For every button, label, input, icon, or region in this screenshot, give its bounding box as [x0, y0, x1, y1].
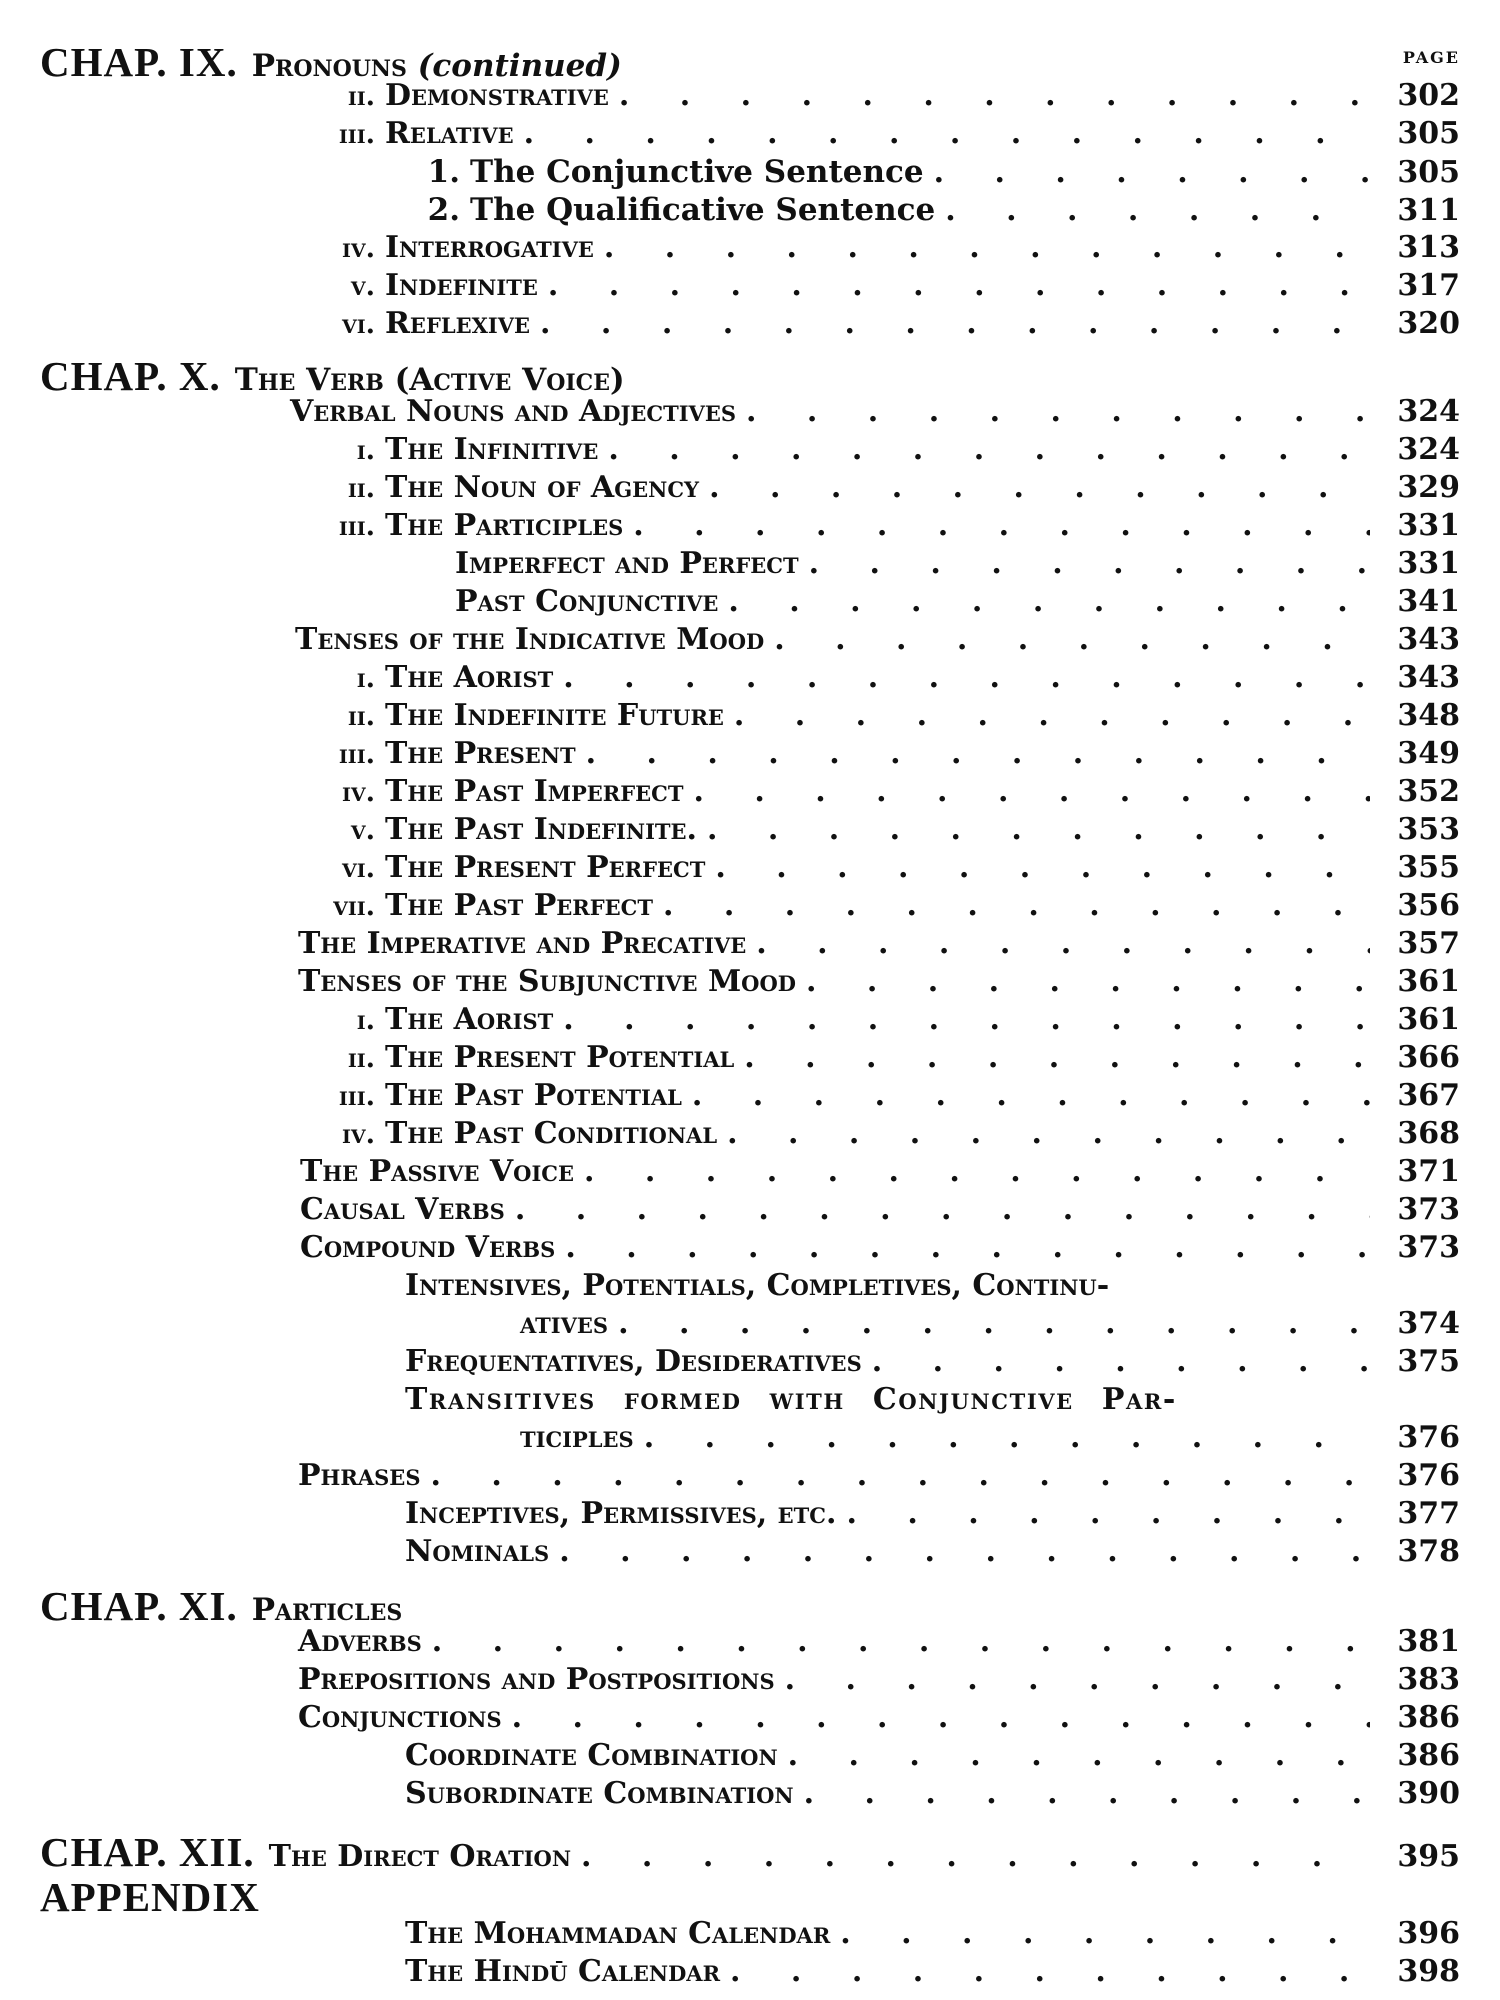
- toc-entry: Conjunctions . . . 386: [0, 1700, 1460, 1738]
- toc-entry: ii. Demonstrative . . . 302: [0, 78, 1460, 116]
- toc-entry: Causal Verbs . . . 373: [0, 1192, 1460, 1230]
- toc-entry: iv. The Past Conditional . . . 368: [0, 1116, 1460, 1154]
- toc-entry: iii. The Participles . . . 331: [0, 508, 1460, 546]
- chapter-title: Pronouns (continued): [251, 48, 622, 84]
- toc-entry: Tenses of the Subjunctive Mood . . . 361: [0, 964, 1460, 1002]
- toc-entry: ticiples . . . 376: [0, 1420, 1460, 1458]
- chapter-title: The Direct Oration: [268, 1839, 572, 1874]
- chapter-11-heading: [40, 1582, 402, 1630]
- toc-entry: iv. The Past Imperfect . . . 352: [0, 774, 1460, 812]
- toc-entry: iv. Interrogative . . . 313: [0, 230, 1460, 268]
- toc-entry: Tenses of the Indicative Mood . . . 343: [0, 622, 1460, 660]
- toc-entry: iii. Relative . . . 305: [0, 116, 1460, 154]
- toc-entry: Prepositions and Postpositions . . . 383: [0, 1662, 1460, 1700]
- chapter-title-note: (continued): [417, 48, 622, 84]
- toc-entry: The Mohammadan Calendar . . . 396: [0, 1916, 1460, 1954]
- chapter-title: Particles: [251, 1592, 403, 1628]
- toc-entry: v. The Past Indefinite. . . . 353: [0, 812, 1460, 850]
- toc-entry: Adverbs . . . 381: [0, 1624, 1460, 1662]
- toc-entry: atives . . . 374: [0, 1306, 1460, 1344]
- chapter-number: CHAP. XI.: [40, 1583, 238, 1629]
- toc-entry: i. The Infinitive . . . 324: [0, 432, 1460, 470]
- page-column-label: PAGE: [1402, 48, 1460, 67]
- toc-entry: Transitives formed with Conjunctive Par-: [405, 1382, 1177, 1417]
- toc-entry: Past Conjunctive . . . 341: [0, 584, 1460, 622]
- chapter-number: CHAP. IX.: [40, 39, 238, 85]
- toc-entry: v. Indefinite . . . 317: [0, 268, 1460, 306]
- chapter-title: The Verb (Active Voice): [234, 362, 625, 398]
- toc-entry: ii. The Noun of Agency . . . 329: [0, 470, 1460, 508]
- toc-entry: vi. Reflexive . . . 320: [0, 306, 1460, 344]
- toc-entry: Inceptives, Permissives, etc. . . . 377: [0, 1496, 1460, 1534]
- toc-entry: i. The Aorist . . . 361: [0, 1002, 1460, 1040]
- toc-entry: i. The Aorist . . . 343: [0, 660, 1460, 698]
- chapter-number: CHAP. XII.: [40, 1829, 255, 1875]
- toc-entry: 2. The Qualificative Sentence . . . 311: [0, 192, 1460, 230]
- toc-entry: 1. The Conjunctive Sentence . . . 305: [0, 154, 1460, 192]
- toc-entry: The Imperative and Precative . . . 357: [0, 926, 1460, 964]
- toc-entry: The Passive Voice . . . 371: [0, 1154, 1460, 1192]
- toc-entry: Frequentatives, Desideratives . . . 375: [0, 1344, 1460, 1382]
- toc-entry: The Hindū Calendar . . . 398: [0, 1954, 1460, 1992]
- toc-entry: iii. The Past Potential . . . 367: [0, 1078, 1460, 1116]
- chapter-12-heading: CHAP. XII. The Direct Oration . . . 395: [40, 1828, 1460, 1866]
- chapter-number: CHAP. X.: [40, 353, 221, 399]
- toc-entry: vii. The Past Perfect . . . 356: [0, 888, 1460, 926]
- toc-entry: vi. The Present Perfect . . . 355: [0, 850, 1460, 888]
- toc-entry: ii. The Present Potential . . . 366: [0, 1040, 1460, 1078]
- toc-entry: Subordinate Combination . . . 390: [0, 1776, 1460, 1814]
- appendix-heading: APPENDIX: [40, 1874, 260, 1920]
- toc-entry: Coordinate Combination . . . 386: [0, 1738, 1460, 1776]
- toc-entry: Compound Verbs . . . 373: [0, 1230, 1460, 1268]
- toc-entry: Nominals . . . 378: [0, 1534, 1460, 1572]
- toc-entry: ii. The Indefinite Future . . . 348: [0, 698, 1460, 736]
- toc-entry: Phrases . . . 376: [0, 1458, 1460, 1496]
- toc-entry: iii. The Present . . . 349: [0, 736, 1460, 774]
- toc-entry: Intensives, Potentials, Completives, Continu-: [405, 1268, 1110, 1303]
- toc-entry: Imperfect and Perfect . . . 331: [0, 546, 1460, 584]
- chapter-10-heading: [40, 352, 625, 400]
- toc-entry: Verbal Nouns and Adjectives . . . 324: [0, 394, 1460, 432]
